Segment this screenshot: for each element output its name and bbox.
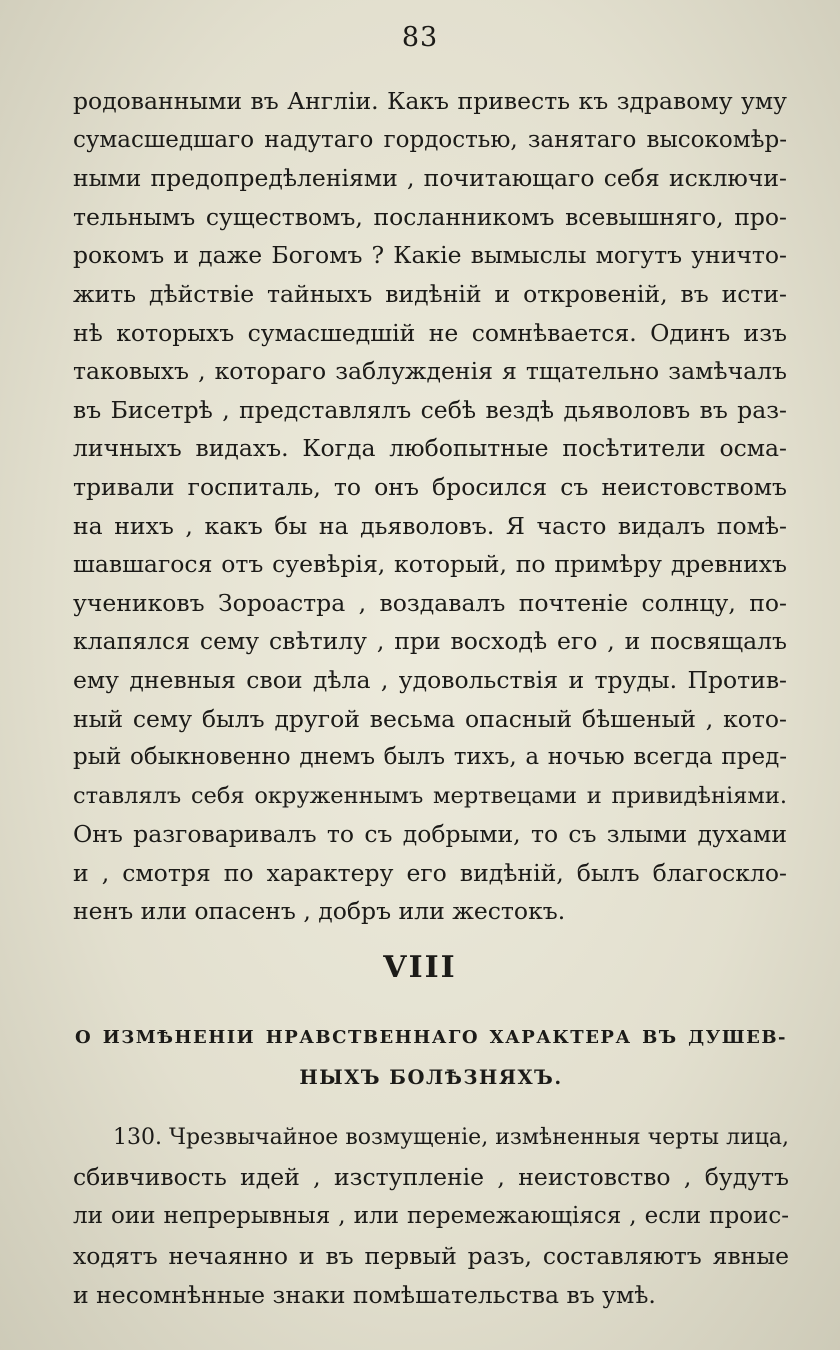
text-line: ный сему былъ другой весьма опасный бѣшеный , кото- (73, 704, 787, 733)
text-line: тельнымъ существомъ, посланникомъ всевышняго, про- (73, 202, 787, 231)
text-line: учениковъ Зороастра , воздавалъ почтеніе солнцу, по- (73, 588, 787, 617)
text-line: ненъ или опасенъ , добръ или жестокъ. (73, 897, 566, 926)
text-line: на нихъ , какъ бы на дьяволовъ. Я часто видалъ помѣ- (73, 511, 787, 540)
body-text-block (73, 82, 787, 931)
section-number: VIII (383, 950, 457, 985)
text-line: сбивчивость идей , изступленіе , неистовство , будутъ (73, 1162, 789, 1191)
text-line: сумасшедшаго надутаго гордостью, занятаго высокомѣр- (73, 126, 787, 153)
section-heading (75, 1018, 787, 1098)
section-heading-line: О ИЗМѢНЕНІИ НРАВСТВЕННАГО ХАРАКТЕРА ВЪ ДУШЕВ- (75, 1027, 787, 1048)
text-line: родованными въ Англіи. Какъ привесть къ здравому уму (73, 87, 787, 115)
text-line: таковыхъ , котораго заблужденія я тщательно замѣчалъ (73, 357, 787, 386)
page-number: 83 (401, 22, 439, 53)
text-line: и , смотря по характеру его видѣній, былъ благосклo- (73, 858, 787, 887)
text-line: тривали госпиталь, то онъ бросился съ неистовствомъ (73, 472, 787, 501)
text-line: клапялся сему свѣтилу , при восходѣ его , и посвящалъ (73, 627, 787, 656)
text-line: ему дневныя свои дѣла , удовольствія и труды. Против- (73, 665, 787, 694)
text-line: и несомнѣнные знаки помѣшательства въ умѣ. (73, 1281, 656, 1309)
text-line: 130. Чрезвычайное возмущеніе, измѣненныя черты лица, (113, 1125, 789, 1150)
text-line: рокомъ и даже Богомъ ? Какіе вымыслы могутъ уничто- (73, 241, 787, 270)
text-line: ходятъ нечаянно и въ первый разъ, составляютъ явные (73, 1241, 789, 1270)
text-line: рый обыкновенно днемъ былъ тихъ, а ночью всегда пред- (73, 744, 787, 771)
text-line: ставлялъ себя окруженнымъ мертвецами и привидѣніями. (73, 782, 787, 809)
text-line: ли оии непрерывныя , или перемежающіяся , если проис- (73, 1203, 789, 1229)
text-line: Онъ разговаривалъ то съ добрыми, то съ злыми духами (73, 820, 787, 849)
paragraph-130 (73, 1118, 789, 1316)
text-line: жить дѣйствіе тайныхъ видѣній и откровеній, въ исти- (73, 279, 787, 308)
section-heading-line: НЫХЪ БОЛѢЗНЯХЪ. (299, 1066, 563, 1089)
text-line: шавшагося отъ суевѣрія, который, по примѣру древнихъ (73, 550, 787, 579)
text-line: ными предопредѣленіями , почитающаго себя исключи- (73, 164, 787, 193)
text-line: въ Бисетрѣ , представлялъ себѣ вездѣ дьяволовъ въ раз- (73, 395, 787, 424)
text-line: личныхъ видахъ. Когда любопытные посѣтители осма- (73, 434, 787, 463)
text-line: нѣ которыхъ сумасшедшій не сомнѣвается. Одинъ изъ (73, 318, 787, 347)
